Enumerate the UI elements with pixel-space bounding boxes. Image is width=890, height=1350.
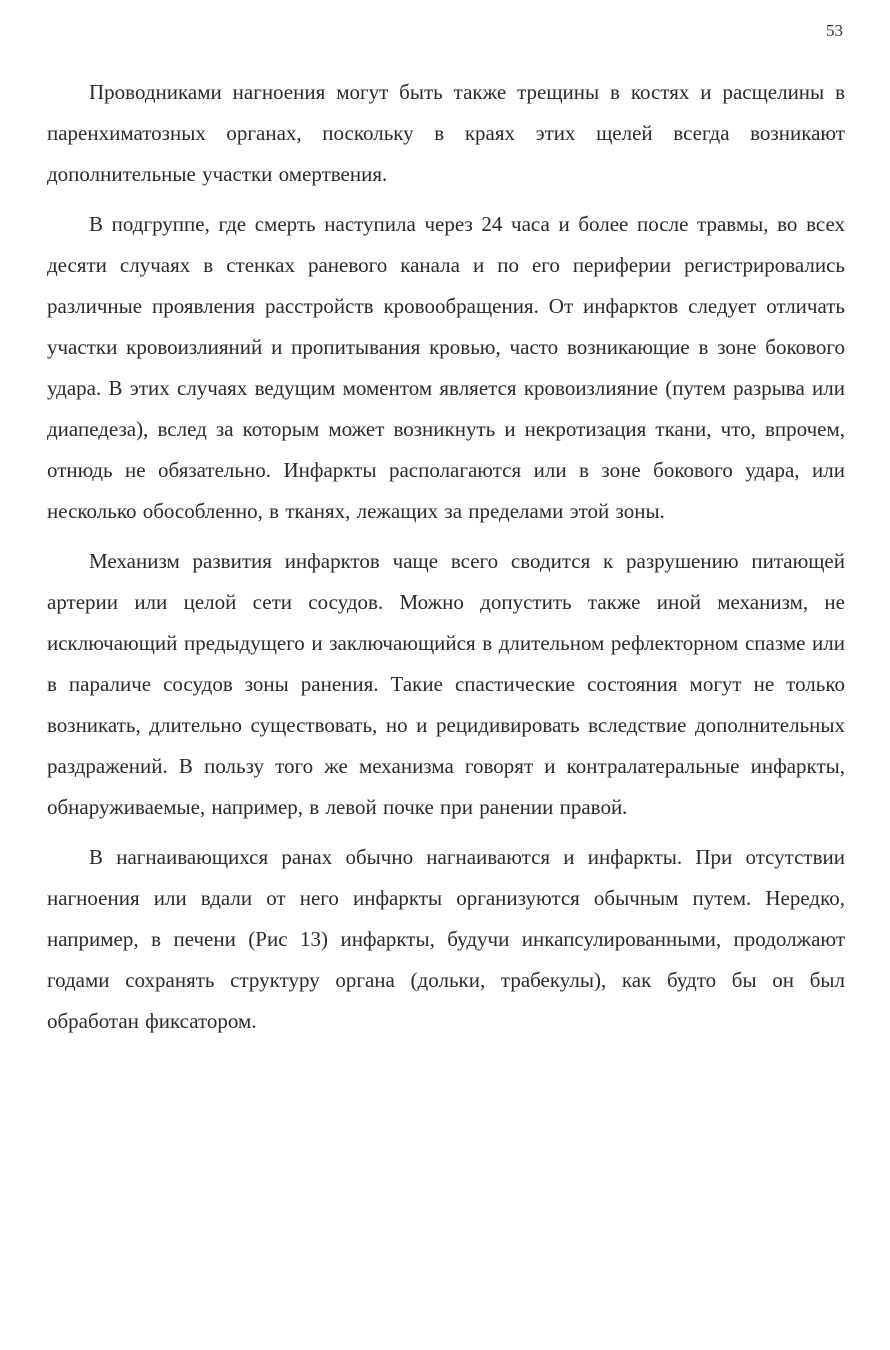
paragraph-3: Механизм развития инфарктов чаще всего сводится к разрушению питающей артерии или целой сети сосудов. Можно допустить также иной механизм, не исключающий предыдущего и заключающийся в длительном рефлекторном спазме или в параличе сосудов зоны ранения. Такие спастические состояния могут не только возникать, длительно существовать, но и рецидивировать вследствие дополнительных раздражений. В пользу того же механизма говорят и контралатеральные инфаркты, обнаруживаемые, например, в левой почке при ранении правой. — [47, 549, 845, 819]
paragraph-1: Проводниками нагноения могут быть также трещины в костях и расщелины в паренхиматозных органах, поскольку в краях этих щелей всегда возникают дополнительные участки омертвения. — [47, 80, 845, 186]
text-body — [47, 72, 845, 1051]
paragraph-4: В нагнаивающихся ранах обычно нагнаиваются и инфаркты. При отсутствии нагноения или вдали от него инфаркты организуются обычным путем. Нередко, например, в печени (Рис 13) инфаркты, будучи инкапсулированными, продолжают годами сохранять структуру органа (дольки, трабекулы), как будто бы он был обработан фиксатором. — [47, 845, 845, 1033]
page-number: 53 — [826, 21, 843, 40]
paragraph-2: В подгруппе, где смерть наступила через 24 часа и более после травмы, во всех десяти случаях в стенках раневого канала и по его периферии регистрировались различные проявления расстройств кровообращения. От инфарктов следует отличать участки кровоизлияний и пропитывания кровью, часто возникающие в зоне бокового удара. В этих случаях ведущим моментом является кровоизлияние (путем разрыва или диапедеза), вслед за которым может возникнуть и некротизация ткани, что, впрочем, отнюдь не обязательно. Инфаркты располагаются или в зоне бокового удара, или несколько обособленно, в тканях, лежащих за пределами этой зоны. — [47, 212, 845, 523]
